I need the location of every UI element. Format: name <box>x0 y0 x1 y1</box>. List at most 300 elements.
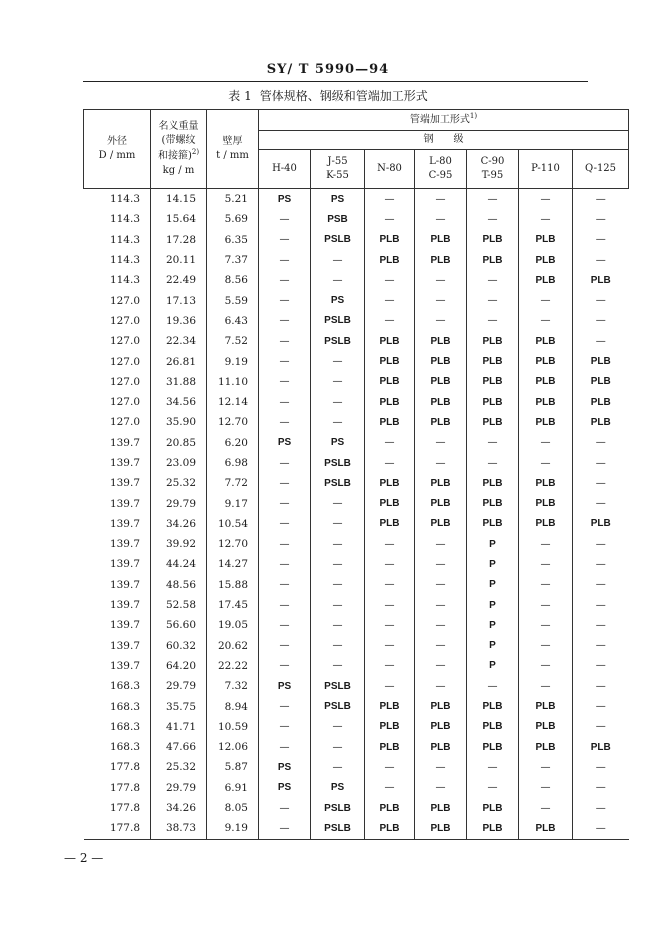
cell-h40: — <box>259 453 311 473</box>
cell-j55-k55: — <box>311 615 365 635</box>
cell-outer-diameter: 139.7 <box>84 514 151 534</box>
cell-outer-diameter: 127.0 <box>84 290 151 310</box>
cell-outer-diameter: 139.7 <box>84 656 151 676</box>
outer-diameter-header: 外径 D / mm <box>84 110 151 189</box>
cell-wall-thickness: 9.19 <box>207 351 259 371</box>
cell-n80: PLB <box>365 717 415 737</box>
cell-outer-diameter: 139.7 <box>84 473 151 493</box>
cell-nominal-weight: 29.79 <box>151 676 207 696</box>
cell-l80-c95: — <box>415 554 467 574</box>
cell-j55-k55: — <box>311 514 365 534</box>
cell-c90-t95: PLB <box>467 818 519 839</box>
cell-c90-t95: P <box>467 534 519 554</box>
cell-h40: — <box>259 290 311 310</box>
cell-j55-k55: — <box>311 636 365 656</box>
cell-wall-thickness: 6.43 <box>207 311 259 331</box>
cell-l80-c95: PLB <box>415 351 467 371</box>
cell-q125: — <box>573 798 629 818</box>
cell-j55-k55: PS <box>311 778 365 798</box>
cell-j55-k55: — <box>311 250 365 270</box>
cell-wall-thickness: 6.91 <box>207 778 259 798</box>
cell-p110: PLB <box>519 331 573 351</box>
table-row <box>84 351 629 371</box>
cell-p110: — <box>519 636 573 656</box>
cell-j55-k55: PSLB <box>311 676 365 696</box>
cell-p110: PLB <box>519 493 573 513</box>
spec-table <box>83 109 629 840</box>
cell-h40: — <box>259 595 311 615</box>
cell-c90-t95: P <box>467 636 519 656</box>
table-row <box>84 575 629 595</box>
table-row <box>84 270 629 290</box>
cell-wall-thickness: 12.14 <box>207 392 259 412</box>
cell-outer-diameter: 114.3 <box>84 270 151 290</box>
spec-table-body <box>84 189 629 840</box>
cell-p110: — <box>519 311 573 331</box>
cell-n80: — <box>365 615 415 635</box>
cell-j55-k55: PS <box>311 290 365 310</box>
cell-p110: PLB <box>519 230 573 250</box>
cell-outer-diameter: 177.8 <box>84 798 151 818</box>
cell-n80: — <box>365 209 415 229</box>
cell-outer-diameter: 177.8 <box>84 818 151 839</box>
cell-j55-k55: PSLB <box>311 311 365 331</box>
table-row <box>84 798 629 818</box>
cell-outer-diameter: 139.7 <box>84 534 151 554</box>
cell-wall-thickness: 5.59 <box>207 290 259 310</box>
cell-nominal-weight: 25.32 <box>151 757 207 777</box>
cell-nominal-weight: 35.75 <box>151 696 207 716</box>
cell-q125: PLB <box>573 392 629 412</box>
cell-j55-k55: PSLB <box>311 331 365 351</box>
cell-j55-k55: PSLB <box>311 473 365 493</box>
cell-h40: PS <box>259 757 311 777</box>
cell-n80: PLB <box>365 250 415 270</box>
cell-p110: PLB <box>519 372 573 392</box>
cell-p110: PLB <box>519 412 573 432</box>
table-caption <box>0 87 656 104</box>
cell-n80: PLB <box>365 331 415 351</box>
cell-j55-k55: — <box>311 392 365 412</box>
cell-l80-c95: — <box>415 209 467 229</box>
cell-q125: — <box>573 676 629 696</box>
cell-n80: — <box>365 290 415 310</box>
cell-wall-thickness: 7.37 <box>207 250 259 270</box>
cell-h40: — <box>259 798 311 818</box>
cell-wall-thickness: 14.27 <box>207 554 259 574</box>
table-row <box>84 554 629 574</box>
cell-outer-diameter: 168.3 <box>84 737 151 757</box>
grade-header-q125: Q-125 <box>573 150 629 189</box>
cell-nominal-weight: 60.32 <box>151 636 207 656</box>
cell-nominal-weight: 25.32 <box>151 473 207 493</box>
cell-c90-t95: P <box>467 656 519 676</box>
cell-p110: PLB <box>519 473 573 493</box>
table-row <box>84 656 629 676</box>
table-row <box>84 311 629 331</box>
cell-p110: — <box>519 757 573 777</box>
cell-c90-t95: P <box>467 554 519 574</box>
cell-h40: — <box>259 209 311 229</box>
nominal-weight-header: 名义重量 (带螺纹 和接箍)$^{2)}$ kg / m <box>151 110 207 189</box>
cell-nominal-weight: 39.92 <box>151 534 207 554</box>
cell-wall-thickness: 6.20 <box>207 433 259 453</box>
cell-nominal-weight: 23.09 <box>151 453 207 473</box>
cell-wall-thickness: 9.19 <box>207 818 259 839</box>
cell-c90-t95: — <box>467 311 519 331</box>
cell-j55-k55: — <box>311 412 365 432</box>
cell-outer-diameter: 139.7 <box>84 433 151 453</box>
cell-n80: PLB <box>365 696 415 716</box>
cell-q125: — <box>573 290 629 310</box>
cell-q125: — <box>573 778 629 798</box>
cell-outer-diameter: 127.0 <box>84 331 151 351</box>
cell-n80: PLB <box>365 737 415 757</box>
cell-n80: — <box>365 575 415 595</box>
cell-n80: — <box>365 636 415 656</box>
cell-nominal-weight: 34.26 <box>151 514 207 534</box>
cell-p110: — <box>519 290 573 310</box>
cell-q125: — <box>573 575 629 595</box>
cell-wall-thickness: 20.62 <box>207 636 259 656</box>
table-row <box>84 534 629 554</box>
grade-header-l80-c95: L-80 C-95 <box>415 150 467 189</box>
cell-h40: — <box>259 270 311 290</box>
table-row <box>84 615 629 635</box>
cell-j55-k55: — <box>311 757 365 777</box>
cell-p110: — <box>519 189 573 210</box>
table-row <box>84 595 629 615</box>
cell-outer-diameter: 114.3 <box>84 189 151 210</box>
cell-n80: PLB <box>365 392 415 412</box>
cell-c90-t95: — <box>467 209 519 229</box>
table-row <box>84 189 629 210</box>
cell-wall-thickness: 12.70 <box>207 534 259 554</box>
cell-l80-c95: PLB <box>415 473 467 493</box>
table-row <box>84 636 629 656</box>
cell-l80-c95: — <box>415 189 467 210</box>
cell-c90-t95: — <box>467 189 519 210</box>
cell-c90-t95: P <box>467 575 519 595</box>
cell-p110: — <box>519 595 573 615</box>
cell-l80-c95: PLB <box>415 412 467 432</box>
cell-l80-c95: — <box>415 453 467 473</box>
table-caption-number: 表 1 <box>228 89 252 103</box>
cell-l80-c95: — <box>415 757 467 777</box>
cell-p110: PLB <box>519 514 573 534</box>
cell-wall-thickness: 9.17 <box>207 493 259 513</box>
cell-j55-k55: — <box>311 493 365 513</box>
cell-outer-diameter: 127.0 <box>84 392 151 412</box>
cell-wall-thickness: 15.88 <box>207 575 259 595</box>
table-row <box>84 717 629 737</box>
cell-wall-thickness: 17.45 <box>207 595 259 615</box>
cell-n80: — <box>365 270 415 290</box>
table-row <box>84 676 629 696</box>
cell-n80: PLB <box>365 493 415 513</box>
cell-p110: — <box>519 575 573 595</box>
cell-l80-c95: PLB <box>415 493 467 513</box>
cell-q125: — <box>573 453 629 473</box>
cell-n80: PLB <box>365 473 415 493</box>
cell-nominal-weight: 22.49 <box>151 270 207 290</box>
cell-h40: — <box>259 392 311 412</box>
cell-l80-c95: — <box>415 615 467 635</box>
cell-wall-thickness: 5.69 <box>207 209 259 229</box>
standard-number: SY/ T 5990—94 <box>266 62 390 77</box>
cell-outer-diameter: 127.0 <box>84 372 151 392</box>
cell-q125: PLB <box>573 514 629 534</box>
cell-q125: — <box>573 818 629 839</box>
cell-nominal-weight: 41.71 <box>151 717 207 737</box>
cell-outer-diameter: 127.0 <box>84 311 151 331</box>
cell-l80-c95: PLB <box>415 696 467 716</box>
cell-q125: — <box>573 636 629 656</box>
table-row <box>84 453 629 473</box>
cell-h40: — <box>259 656 311 676</box>
cell-c90-t95: PLB <box>467 493 519 513</box>
cell-outer-diameter: 177.8 <box>84 757 151 777</box>
cell-l80-c95: PLB <box>415 514 467 534</box>
table-row <box>84 778 629 798</box>
cell-q125: — <box>573 554 629 574</box>
cell-wall-thickness: 5.21 <box>207 189 259 210</box>
cell-j55-k55: PSLB <box>311 453 365 473</box>
cell-j55-k55: — <box>311 737 365 757</box>
cell-l80-c95: PLB <box>415 737 467 757</box>
cell-p110: — <box>519 453 573 473</box>
grade-header-h40: H-40 <box>259 150 311 189</box>
cell-j55-k55: — <box>311 575 365 595</box>
cell-h40: PS <box>259 433 311 453</box>
cell-c90-t95: PLB <box>467 250 519 270</box>
cell-h40: — <box>259 554 311 574</box>
cell-n80: — <box>365 534 415 554</box>
cell-p110: PLB <box>519 696 573 716</box>
cell-h40: PS <box>259 189 311 210</box>
cell-h40: — <box>259 250 311 270</box>
cell-c90-t95: — <box>467 270 519 290</box>
cell-nominal-weight: 48.56 <box>151 575 207 595</box>
cell-l80-c95: PLB <box>415 798 467 818</box>
cell-l80-c95: — <box>415 311 467 331</box>
cell-c90-t95: PLB <box>467 392 519 412</box>
cell-q125: — <box>573 717 629 737</box>
cell-l80-c95: PLB <box>415 331 467 351</box>
cell-outer-diameter: 139.7 <box>84 615 151 635</box>
cell-h40: — <box>259 331 311 351</box>
cell-c90-t95: PLB <box>467 230 519 250</box>
end-finish-group-header: 管端加工形式$^{1)}$ <box>259 110 629 131</box>
cell-nominal-weight: 34.56 <box>151 392 207 412</box>
cell-outer-diameter: 127.0 <box>84 351 151 371</box>
cell-n80: — <box>365 778 415 798</box>
cell-c90-t95: — <box>467 290 519 310</box>
cell-outer-diameter: 168.3 <box>84 676 151 696</box>
cell-nominal-weight: 29.79 <box>151 778 207 798</box>
cell-c90-t95: — <box>467 757 519 777</box>
cell-q125: — <box>573 311 629 331</box>
cell-wall-thickness: 7.32 <box>207 676 259 696</box>
cell-nominal-weight: 14.15 <box>151 189 207 210</box>
cell-h40: — <box>259 473 311 493</box>
cell-h40: — <box>259 636 311 656</box>
cell-nominal-weight: 19.36 <box>151 311 207 331</box>
cell-l80-c95: — <box>415 575 467 595</box>
cell-l80-c95: — <box>415 656 467 676</box>
cell-outer-diameter: 114.3 <box>84 230 151 250</box>
cell-c90-t95: PLB <box>467 412 519 432</box>
cell-q125: — <box>573 433 629 453</box>
cell-j55-k55: PSLB <box>311 696 365 716</box>
cell-p110: — <box>519 534 573 554</box>
cell-l80-c95: PLB <box>415 717 467 737</box>
page-number: — 2 — <box>64 851 104 865</box>
cell-wall-thickness: 10.59 <box>207 717 259 737</box>
cell-c90-t95: PLB <box>467 696 519 716</box>
cell-h40: — <box>259 372 311 392</box>
table-row <box>84 818 629 839</box>
cell-nominal-weight: 15.64 <box>151 209 207 229</box>
cell-n80: PLB <box>365 351 415 371</box>
cell-wall-thickness: 12.70 <box>207 412 259 432</box>
cell-nominal-weight: 29.79 <box>151 493 207 513</box>
cell-c90-t95: PLB <box>467 351 519 371</box>
cell-l80-c95: PLB <box>415 230 467 250</box>
cell-p110: PLB <box>519 818 573 839</box>
cell-h40: — <box>259 351 311 371</box>
cell-j55-k55: — <box>311 270 365 290</box>
cell-c90-t95: PLB <box>467 473 519 493</box>
grade-header-p110: P-110 <box>519 150 573 189</box>
grade-group-header: 钢 级 <box>259 131 629 150</box>
cell-outer-diameter: 168.3 <box>84 717 151 737</box>
cell-q125: — <box>573 534 629 554</box>
cell-n80: — <box>365 595 415 615</box>
cell-l80-c95: PLB <box>415 250 467 270</box>
cell-outer-diameter: 168.3 <box>84 696 151 716</box>
cell-j55-k55: — <box>311 595 365 615</box>
cell-q125: — <box>573 493 629 513</box>
cell-nominal-weight: 34.26 <box>151 798 207 818</box>
cell-q125: — <box>573 250 629 270</box>
cell-c90-t95: — <box>467 778 519 798</box>
cell-j55-k55: PSB <box>311 209 365 229</box>
table-row <box>84 250 629 270</box>
cell-l80-c95: — <box>415 636 467 656</box>
cell-q125: — <box>573 189 629 210</box>
cell-l80-c95: — <box>415 433 467 453</box>
cell-p110: PLB <box>519 250 573 270</box>
cell-nominal-weight: 35.90 <box>151 412 207 432</box>
cell-outer-diameter: 139.7 <box>84 595 151 615</box>
cell-h40: PS <box>259 676 311 696</box>
cell-j55-k55: PS <box>311 433 365 453</box>
cell-j55-k55: — <box>311 351 365 371</box>
cell-wall-thickness: 8.05 <box>207 798 259 818</box>
cell-h40: PS <box>259 778 311 798</box>
cell-p110: PLB <box>519 270 573 290</box>
cell-q125: — <box>573 757 629 777</box>
cell-n80: — <box>365 311 415 331</box>
table-row <box>84 230 629 250</box>
cell-j55-k55: PSLB <box>311 798 365 818</box>
cell-c90-t95: PLB <box>467 737 519 757</box>
cell-nominal-weight: 47.66 <box>151 737 207 757</box>
cell-h40: — <box>259 493 311 513</box>
cell-j55-k55: — <box>311 534 365 554</box>
cell-l80-c95: — <box>415 534 467 554</box>
table-row <box>84 737 629 757</box>
cell-q125: — <box>573 331 629 351</box>
cell-nominal-weight: 20.85 <box>151 433 207 453</box>
cell-nominal-weight: 52.58 <box>151 595 207 615</box>
cell-h40: — <box>259 696 311 716</box>
cell-outer-diameter: 139.7 <box>84 493 151 513</box>
cell-outer-diameter: 177.8 <box>84 778 151 798</box>
cell-p110: — <box>519 615 573 635</box>
cell-p110: PLB <box>519 717 573 737</box>
cell-n80: — <box>365 453 415 473</box>
cell-outer-diameter: 139.7 <box>84 636 151 656</box>
table-row <box>84 412 629 432</box>
cell-n80: — <box>365 554 415 574</box>
cell-outer-diameter: 127.0 <box>84 412 151 432</box>
cell-q125: PLB <box>573 372 629 392</box>
cell-c90-t95: PLB <box>467 372 519 392</box>
cell-q125: — <box>573 656 629 676</box>
table-caption-title: 管体规格、钢级和管端加工形式 <box>259 89 428 103</box>
cell-c90-t95: P <box>467 615 519 635</box>
cell-wall-thickness: 8.94 <box>207 696 259 716</box>
cell-c90-t95: — <box>467 676 519 696</box>
cell-n80: — <box>365 656 415 676</box>
cell-n80: — <box>365 676 415 696</box>
cell-outer-diameter: 139.7 <box>84 453 151 473</box>
cell-wall-thickness: 5.87 <box>207 757 259 777</box>
cell-p110: — <box>519 554 573 574</box>
cell-wall-thickness: 10.54 <box>207 514 259 534</box>
cell-outer-diameter: 114.3 <box>84 209 151 229</box>
cell-c90-t95: P <box>467 595 519 615</box>
cell-n80: — <box>365 189 415 210</box>
grade-header-c90-t95: C-90 T-95 <box>467 150 519 189</box>
cell-l80-c95: — <box>415 778 467 798</box>
table-row <box>84 331 629 351</box>
cell-nominal-weight: 26.81 <box>151 351 207 371</box>
cell-h40: — <box>259 737 311 757</box>
cell-q125: PLB <box>573 412 629 432</box>
cell-j55-k55: — <box>311 554 365 574</box>
cell-c90-t95: PLB <box>467 798 519 818</box>
cell-nominal-weight: 17.13 <box>151 290 207 310</box>
cell-c90-t95: — <box>467 433 519 453</box>
cell-j55-k55: PSLB <box>311 230 365 250</box>
cell-wall-thickness: 19.05 <box>207 615 259 635</box>
cell-c90-t95: PLB <box>467 331 519 351</box>
cell-n80: PLB <box>365 372 415 392</box>
cell-l80-c95: — <box>415 676 467 696</box>
cell-wall-thickness: 6.35 <box>207 230 259 250</box>
cell-n80: PLB <box>365 412 415 432</box>
cell-j55-k55: — <box>311 656 365 676</box>
cell-nominal-weight: 17.28 <box>151 230 207 250</box>
cell-n80: PLB <box>365 798 415 818</box>
cell-l80-c95: PLB <box>415 818 467 839</box>
cell-h40: — <box>259 615 311 635</box>
cell-nominal-weight: 44.24 <box>151 554 207 574</box>
table-row <box>84 473 629 493</box>
